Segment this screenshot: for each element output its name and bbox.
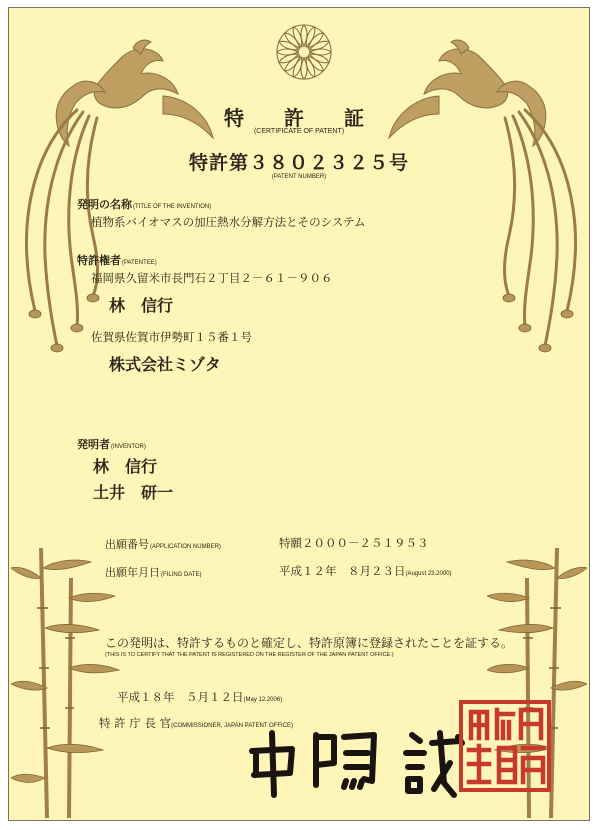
phoenix-icon: [379, 26, 589, 356]
certification-statement: この発明は、特許するものと確定し、特許原簿に登録されたことを証する。: [105, 636, 514, 650]
invention-title: 植物系バイオマスの加圧熱水分解方法とそのシステム: [91, 215, 366, 229]
filing-date-label: [105, 564, 202, 580]
chrysanthemum-crest-icon: [274, 22, 334, 82]
inventor-label: [77, 436, 146, 452]
commissioner-title: 特 許 庁 長 官: [99, 716, 172, 730]
inventor-label-en: (INVENTOR): [111, 444, 146, 450]
patentee-name-1: 林 信行: [109, 296, 174, 315]
certificate-title-en: (CERTIFICATE OF PATENT): [253, 128, 345, 135]
patentee-address-1: 福岡県久留米市長門石２丁目２－６１－９０６: [91, 271, 333, 285]
certificate-title: 特 許 証: [224, 106, 374, 130]
inventor-name-1: 林 信行: [93, 457, 158, 476]
invention-label-text: 発明の名称: [77, 198, 132, 211]
application-number-label-en: (APPLICATION NUMBER): [150, 544, 221, 550]
patentee-label: [77, 252, 157, 268]
official-seal-icon: [457, 698, 553, 794]
invention-label-en: (TITLE OF THE INVENTION): [133, 204, 212, 210]
patentee-label-text: 特許権者: [77, 254, 121, 267]
issue-date-en: (May 12.2006): [243, 697, 283, 703]
certification-statement-en: (THIS IS TO CERTIFY THAT THE PATENT IS REGISTERED ON THE REGISTER OF THE JAPAN PATENT OFFICE.): [105, 652, 394, 658]
filing-date-value: 平成１２年 ８月２３日: [279, 564, 406, 578]
issue-date: [117, 689, 282, 705]
application-number-label: [105, 536, 221, 552]
inventor-label-text: 発明者: [77, 438, 110, 451]
patentee-label-en: (PATENTEE): [122, 260, 157, 266]
patentee-name-2: 株式会社ミゾタ: [109, 355, 221, 374]
issue-date-value: 平成１８年 ５月１２日: [117, 690, 244, 704]
filing-date-label-en: (FILING DATE): [161, 572, 202, 578]
commissioner-title-en: (COMMISSIONER, JAPAN PATENT OFFICE): [171, 723, 294, 729]
invention-label: [77, 196, 211, 212]
patent-number-en: (PATENT NUMBER): [271, 174, 327, 180]
patent-certificate: [8, 7, 590, 821]
inventor-name-2: 土井 研一: [93, 483, 174, 502]
bamboo-icon: [11, 538, 121, 818]
patent-number: 特許第３８０２３２５号: [188, 152, 409, 174]
signature: [234, 723, 474, 803]
patentee-address-2: 佐賀県佐賀市伊勢町１５番１号: [91, 330, 252, 344]
application-number-label-text: 出願番号: [105, 538, 149, 551]
filing-date-label-text: 出願年月日: [105, 566, 160, 579]
filing-date: [279, 563, 452, 579]
filing-date-value-en: (August 23.2000): [405, 571, 452, 577]
application-number: 特願２０００－２５１９５３: [279, 536, 429, 550]
